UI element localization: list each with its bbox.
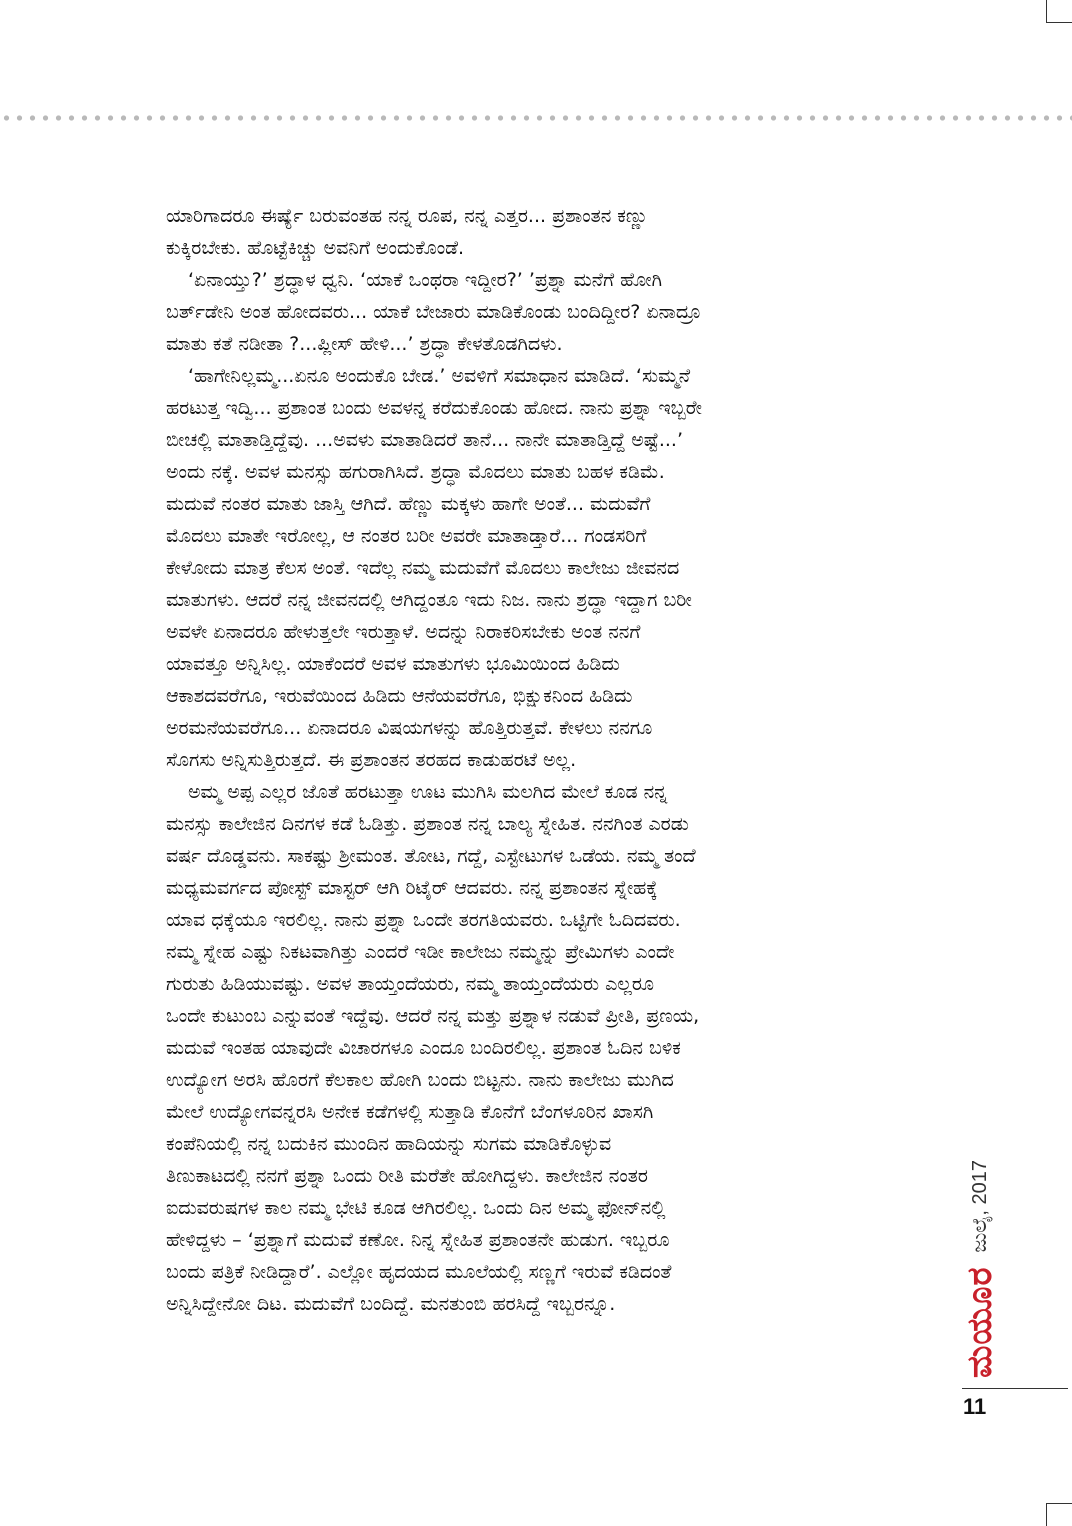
- text-line: ಅರಮನೆಯವರೆಗೂ... ಏನಾದರೂ ವಿಷಯಗಳನ್ನು ಹೊತ್ತಿರುತ್ತವೆ. ಕೇಳಲು ನನಗೂ: [166, 717, 653, 739]
- text-line: ಯಾವತ್ತೂ ಅನ್ನಿಸಿಲ್ಲ. ಯಾಕೆಂದರೆ ಅವಳ ಮಾತುಗಳು ಭೂಮಿಯಿಂದ ಹಿಡಿದು: [166, 653, 620, 675]
- text-line: ಮೊದಲು ಮಾತೇ ಇರೋಲ್ಲ, ಆ ನಂತರ ಬರೀ ಅವರೇ ಮಾತಾಡ್ತಾರೆ... ಗಂಡಸರಿಗೆ: [166, 525, 647, 547]
- crop-mark-bottom: [1046, 1503, 1072, 1526]
- text-line: ಮದುವೆ ಇಂತಹ ಯಾವುದೇ ವಿಚಾರಗಳೂ ಎಂದೂ ಬಂದಿರಲಿಲ್ಲ. ಪ್ರಶಾಂತ ಓದಿನ ಬಳಿಕ: [166, 1037, 681, 1059]
- text-line: ತಿಣುಕಾಟದಲ್ಲಿ ನನಗೆ ಪ್ರಶ್ನಾ ಒಂದು ರೀತಿ ಮರೆತೇ ಹೋಗಿದ್ದಳು. ಕಾಲೇಜಿನ ನಂತರ: [166, 1165, 648, 1187]
- text-line: ಮಾತು ಕತೆ ನಡೀತಾ ?...ಪ್ಲೀಸ್ ಹೇಳಿ...’ ಶ್ರದ್ಧಾ ಕೇಳತೊಡಗಿದಳು.: [166, 333, 563, 355]
- text-line: ಬೀಚಲ್ಲಿ ಮಾತಾಡ್ತಿದ್ದೆವು. ...ಅವಳು ಮಾತಾಡಿದರೆ ತಾನೆ... ನಾನೇ ಮಾತಾಡ್ತಿದ್ದೆ ಅಷ್ಟೆ...’: [166, 429, 684, 451]
- text-line: ‘ಏನಾಯ್ತು?’ ಶ್ರದ್ಧಾಳ ಧ್ವನಿ. ‘ಯಾಕೆ ಒಂಥರಾ ಇದ್ದೀರ?’ ’ಪ್ರಶ್ನಾ ಮನೆಗೆ ಹೋಗಿ: [188, 269, 663, 291]
- text-line: ನಮ್ಮ ಸ್ನೇಹ ಎಷ್ಟು ನಿಕಟವಾಗಿತ್ತು ಎಂದರೆ ಇಡೀ ಕಾಲೇಜು ನಮ್ಮನ್ನು ಪ್ರೇಮಿಗಳು ಎಂದೇ: [166, 941, 675, 963]
- crop-mark-top: [1046, 0, 1072, 23]
- text-line: ಯಾರಿಗಾದರೂ ಈರ್ಷ್ಯೆ ಬರುವಂತಹ ನನ್ನ ರೂಪ, ನನ್ನ ಎತ್ತರ... ಪ್ರಶಾಂತನ ಕಣ್ಣು: [166, 205, 649, 227]
- text-line: ಅಮ್ಮ ಅಪ್ಪ ಎಲ್ಲರ ಜೊತೆ ಹರಟುತ್ತಾ ಊಟ ಮುಗಿಸಿ ಮಲಗಿದ ಮೇಲೆ ಕೂಡ ನನ್ನ: [188, 781, 668, 803]
- text-line: ಐದುವರುಷಗಳ ಕಾಲ ನಮ್ಮ ಭೇಟಿ ಕೂಡ ಆಗಿರಲಿಲ್ಲ. ಒಂದು ದಿನ ಅಮ್ಮ ಫೋನ್‌ನಲ್ಲಿ: [166, 1197, 666, 1219]
- text-line: ಮಾತುಗಳು. ಆದರೆ ನನ್ನ ಜೀವನದಲ್ಲಿ ಆಗಿದ್ದಂತೂ ಇದು ನಿಜ. ನಾನು ಶ್ರದ್ಧಾ ಇದ್ದಾಗ ಬರೀ: [166, 589, 692, 611]
- text-line: ಒಂದೇ ಕುಟುಂಬ ಎನ್ನುವಂತೆ ಇದ್ದೆವು. ಆದರೆ ನನ್ನ ಮತ್ತು ಪ್ರಶ್ನಾಳ ನಡುವೆ ಪ್ರೀತಿ, ಪ್ರಣಯ,: [166, 1005, 700, 1027]
- text-line: ಯಾವ ಧಕ್ಕೆಯೂ ಇರಲಿಲ್ಲ. ನಾನು ಪ್ರಶ್ನಾ ಒಂದೇ ತರಗತಿಯವರು. ಒಟ್ಟಿಗೇ ಓದಿದವರು.: [166, 909, 681, 931]
- text-line: ಉದ್ಯೋಗ ಅರಸಿ ಹೊರಗೆ ಕೆಲಕಾಲ ಹೋಗಿ ಬಂದು ಬಿಟ್ಟನು. ನಾನು ಕಾಲೇಜು ಮುಗಿದ: [166, 1069, 674, 1091]
- text-line: ಕೇಳೋದು ಮಾತ್ರ ಕೆಲಸ ಅಂತೆ. ಇದೆಲ್ಲ ನಮ್ಮ ಮದುವೆಗೆ ಮೊದಲು ಕಾಲೇಜು ಜೀವನದ: [166, 557, 680, 579]
- dotted-divider: [0, 114, 1072, 122]
- text-line: ‘ಹಾಗೇನಿಲ್ಲಮ್ಮ...ಏನೂ ಅಂದುಕೊ ಬೇಡ.’ ಅವಳಿಗೆ ಸಮಾಧಾನ ಮಾಡಿದೆ. ‘ಸುಮ್ಮನೆ: [188, 365, 691, 387]
- text-line: ವರ್ಷ ದೊಡ್ಡವನು. ಸಾಕಷ್ಟು ಶ್ರೀಮಂತ. ತೋಟ, ಗದ್ದೆ, ಎಸ್ಟೇಟುಗಳ ಒಡೆಯ. ನಮ್ಮ ತಂದೆ: [166, 845, 696, 867]
- text-line: ಬರ್ತ್‌ಡೇನಿ ಅಂತ ಹೋದವರು... ಯಾಕೆ ಬೇಜಾರು ಮಾಡಿಕೊಂಡು ಬಂದಿದ್ದೀರ? ಏನಾದ್ರೂ: [166, 301, 702, 323]
- text-line: ಮೇಲೆ ಉದ್ಯೋಗವನ್ನರಸಿ ಅನೇಕ ಕಡೆಗಳಲ್ಲಿ ಸುತ್ತಾಡಿ ಕೊನೆಗೆ ಬೆಂಗಳೂರಿನ ಖಾಸಗಿ: [166, 1101, 654, 1123]
- text-line: ಹರಟುತ್ತ ಇದ್ವಿ... ಪ್ರಶಾಂತ ಬಂದು ಅವಳನ್ನ ಕರೆದುಕೊಂಡು ಹೋದ. ನಾನು ಪ್ರಶ್ನಾ ಇಬ್ಬರೇ: [166, 397, 702, 419]
- magazine-side-label: [960, 1130, 1000, 1378]
- article-body: [166, 200, 912, 1320]
- text-line: ಕುಕ್ಕಿರಬೇಕು. ಹೊಟ್ಟೆಕಿಚ್ಚು ಅವನಿಗೆ ಅಂದುಕೊಂಡೆ.: [166, 237, 465, 259]
- text-line: ಮನಸ್ಸು ಕಾಲೇಜಿನ ದಿನಗಳ ಕಡೆ ಓಡಿತ್ತು. ಪ್ರಶಾಂತ ನನ್ನ ಬಾಲ್ಯ ಸ್ನೇಹಿತ. ನನಗಿಂತ ಎರಡು: [166, 813, 689, 835]
- page-number-rule: [962, 1388, 1068, 1389]
- issue-date: ಜುಲೈ, 2017: [968, 1160, 991, 1253]
- text-line: ಅನ್ನಿಸಿದ್ದೇನೋ ದಿಟ. ಮದುವೆಗೆ ಬಂದಿದ್ದೆ. ಮನತುಂಬಿ ಹರಸಿದ್ದೆ ಇಬ್ಬರನ್ನೂ.: [166, 1293, 616, 1315]
- text-line: ಹೇಳಿದ್ದಳು – ‘ಪ್ರಶ್ನಾಗೆ ಮದುವೆ ಕಣೋ. ನಿನ್ನ ಸ್ನೇಹಿತ ಪ್ರಶಾಂತನೇ ಹುಡುಗ. ಇಬ್ಬರೂ: [166, 1229, 670, 1251]
- page-number: 11: [963, 1394, 987, 1419]
- text-line: ಮದುವೆ ನಂತರ ಮಾತು ಜಾಸ್ತಿ ಆಗಿದೆ. ಹೆಣ್ಣು ಮಕ್ಕಳು ಹಾಗೇ ಅಂತೆ... ಮದುವೆಗೆ: [166, 493, 651, 515]
- text-line: ಆಕಾಶದವರೆಗೂ, ಇರುವೆಯಿಂದ ಹಿಡಿದು ಆನೆಯವರೆಗೂ, ಭಿಕ್ಷುಕನಿಂದ ಹಿಡಿದು: [166, 685, 633, 707]
- text-line: ಅವಳೇ ಏನಾದರೂ ಹೇಳುತ್ತಲೇ ಇರುತ್ತಾಳೆ. ಅದನ್ನು ನಿರಾಕರಿಸಬೇಕು ಅಂತ ನನಗೆ: [166, 621, 641, 643]
- text-line: ಸೊಗಸು ಅನ್ನಿಸುತ್ತಿರುತ್ತದೆ. ಈ ಪ್ರಶಾಂತನ ತರಹದ ಕಾಡುಹರಟೆ ಅಲ್ಲ.: [166, 749, 577, 771]
- text-line: ಮಧ್ಯಮವರ್ಗದ ಪೋಸ್ಟ್ ಮಾಸ್ಟರ್ ಆಗಿ ರಿಟೈರ್ ಆದವರು. ನನ್ನ ಪ್ರಶಾಂತನ ಸ್ನೇಹಕ್ಕೆ: [166, 877, 658, 899]
- text-line: ಅಂದು ನಕ್ಕೆ. ಅವಳ ಮನಸ್ಸು ಹಗುರಾಗಿಸಿದೆ. ಶ್ರದ್ಧಾ ಮೊದಲು ಮಾತು ಬಹಳ ಕಡಿಮೆ.: [166, 461, 665, 483]
- text-line: ಬಂದು ಪತ್ರಿಕೆ ನೀಡಿದ್ದಾರೆ’. ಎಲ್ಲೋ ಹೃದಯದ ಮೂಲೆಯಲ್ಲಿ ಸಣ್ಣಗೆ ಇರುವೆ ಕಡಿದಂತೆ: [166, 1261, 672, 1283]
- text-line: ಕಂಪೆನಿಯಲ್ಲಿ ನನ್ನ ಬದುಕಿನ ಮುಂದಿನ ಹಾದಿಯನ್ನು ಸುಗಮ ಮಾಡಿಕೊಳ್ಳುವ: [166, 1133, 612, 1155]
- text-line: ಗುರುತು ಹಿಡಿಯುವಷ್ಟು. ಅವಳ ತಾಯ್ತಂದೆಯರು, ನಮ್ಮ ತಾಯ್ತಂದೆಯರು ಎಲ್ಲರೂ: [166, 973, 655, 995]
- magazine-name: ಮಯೂರ: [960, 1266, 1000, 1378]
